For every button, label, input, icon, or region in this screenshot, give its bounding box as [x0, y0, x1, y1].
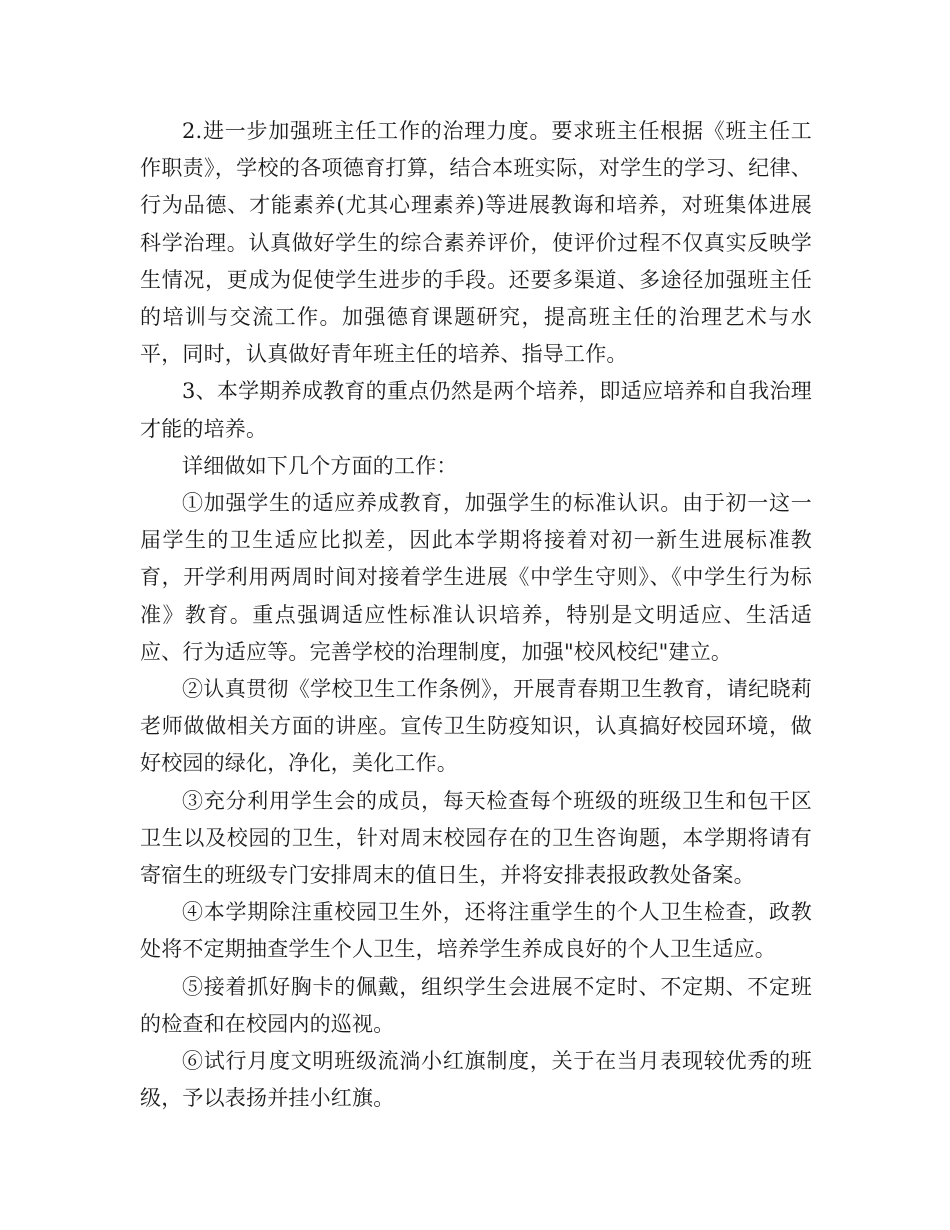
paragraph-class-teacher: 2.进一步加强班主任工作的治理力度。要求班主任根据《班主任工作职责》，学校的各项德育打算，结合本班实际，对学生的学习、纪律、行为品德、才能素养(尤其心理素养)等进展教诲和培养，对班集体进展科学治理。认真做好学生的综合素养评价，使评价过程不仅真实反映学生情况，更成为促使学生进步的手段。还要多渠道、多途径加强班主任的培训与交流工作。加强德育课题研究，提高班主任的治理艺术与水平，同时，认真做好青年班主任的培养、指导工作。 — [140, 119, 812, 367]
paragraph-item-2: ②认真贯彻《学校卫生工作条例》，开展青春期卫生教育，请纪晓莉老师做做相关方面的讲座。宣传卫生防疫知识，认真搞好校园环境，做好校园的绿化，净化，美化工作。 — [140, 677, 812, 776]
document-page — [140, 113, 812, 1117]
paragraph-item-4: ④本学期除注重校园卫生外，还将注重学生的个人卫生检查，政教处将不定期抽查学生个人卫生，培养学生养成良好的个人卫生适应。 — [140, 900, 812, 962]
paragraph-item-1: ①加强学生的适应养成教育，加强学生的标准认识。由于初一这一届学生的卫生适应比拟差，因此本学期将接着对初一新生进展标准教育，开学利用两周时间对接着学生进展《中学生守则》、《中学生行为标准》教育。重点强调适应性标准认识培养，特别是文明适应、生活适应、行为适应等。完善学校的治理制度，加强"校风校纪"建立。 — [140, 491, 812, 664]
paragraph-work-intro: 详细做如下几个方面的工作： — [182, 453, 458, 478]
paragraph-item-3: ③充分利用学生会的成员，每天检查每个班级的班级卫生和包干区卫生以及校园的卫生，针对周末校园存在的卫生咨询题，本学期将请有寄宿生的班级专门安排周末的值日生，并将安排表报政教处备案。 — [140, 788, 812, 888]
paragraph-item-6: ⑥试行月度文明班级流淌小红旗制度，关于在当月表现较优秀的班级，予以表扬并挂小红旗。 — [140, 1049, 812, 1111]
paragraph-habit-education: 3、本学期养成教育的重点仍然是两个培养，即适应培养和自我治理才能的培养。 — [140, 379, 812, 441]
paragraph-item-5: ⑤接着抓好胸卡的佩戴，组织学生会进展不定时、不定期、不定班的检查和在校园内的巡视。 — [140, 974, 812, 1036]
